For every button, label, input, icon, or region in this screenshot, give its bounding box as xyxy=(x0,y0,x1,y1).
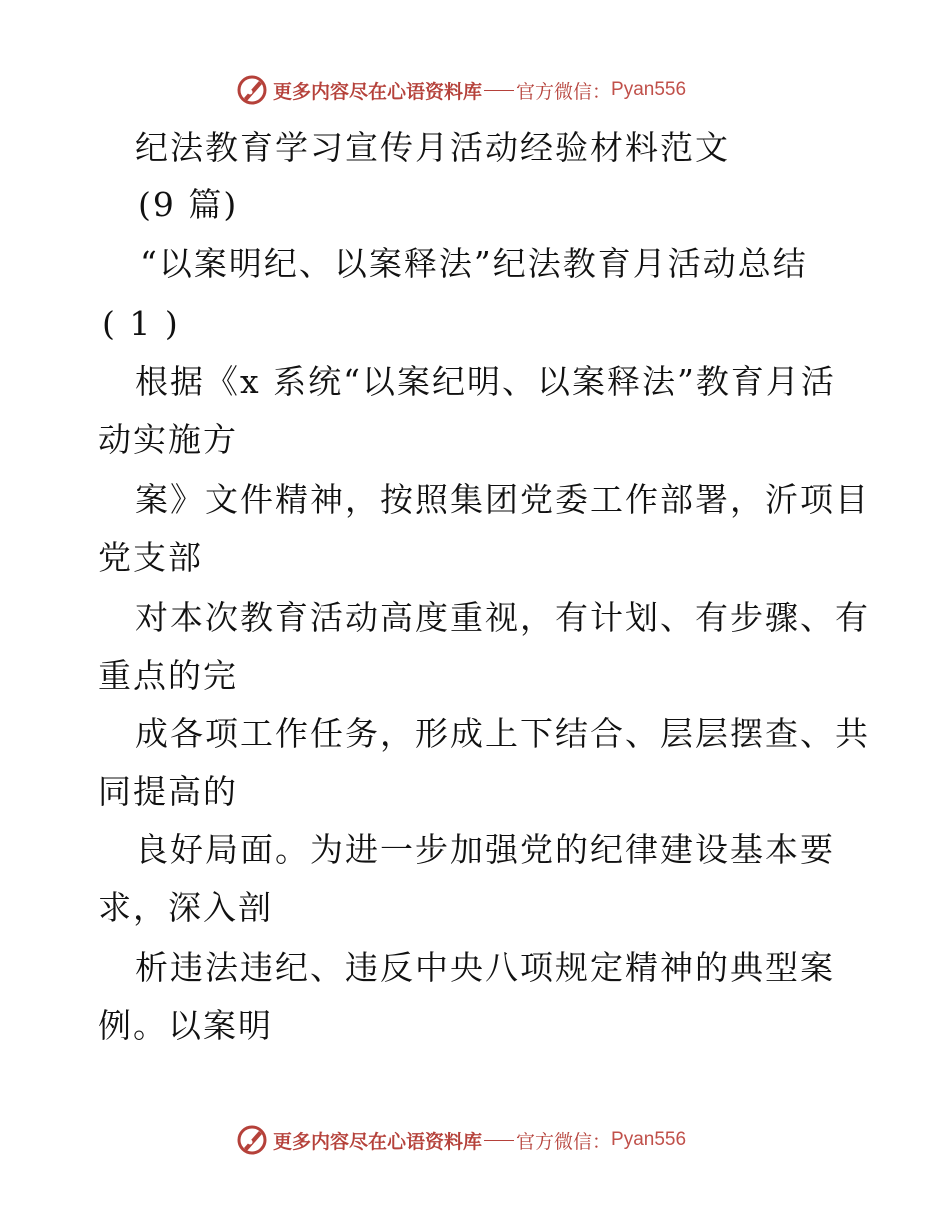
banner-wechat-id: Pyan556 xyxy=(611,1129,687,1150)
body-line: 对本次教育活动高度重视，有计划、有步骤、有 xyxy=(135,598,870,637)
header-banner xyxy=(0,70,950,110)
body-line: 重点的完 xyxy=(98,656,238,695)
body-line: 根据《x 系统“以案纪明、以案释法”教育月活 xyxy=(135,362,836,401)
body-line: 动实施方 xyxy=(98,420,238,459)
body-line: 成各项工作任务，形成上下结合、层层摆查、共 xyxy=(135,714,870,753)
banner-wechat-label: 官方微信： xyxy=(516,1130,612,1153)
doc-title-count: (9 篇) xyxy=(138,185,239,224)
section-heading: “以案明纪、以案释法”纪法教育月活动总结 xyxy=(140,244,808,283)
footer-banner xyxy=(0,1120,950,1160)
pen-logo-icon xyxy=(235,73,269,107)
body-line: 求，深入剖 xyxy=(98,888,273,927)
body-line: 析违法违纪、违反中央八项规定精神的典型案 xyxy=(135,948,835,987)
body-line: 案》文件精神，按照集团党委工作部署，沂项目 xyxy=(135,480,870,519)
banner-wechat-id: Pyan556 xyxy=(611,79,687,100)
banner-dash xyxy=(484,1140,514,1141)
banner-dash xyxy=(484,90,514,91)
body-line: 党支部 xyxy=(98,538,203,577)
pen-logo-icon xyxy=(235,1123,269,1157)
body-line: 例。以案明 xyxy=(98,1006,273,1045)
banner-title: 更多内容尽在心语资料库 xyxy=(273,80,483,103)
banner-wechat-label: 官方微信： xyxy=(516,80,612,103)
body-line: 良好局面。为进一步加强党的纪律建设基本要 xyxy=(135,830,835,869)
body-line: 同提高的 xyxy=(98,772,238,811)
section-number: ( 1 ) xyxy=(102,304,180,343)
doc-title: 纪法教育学习宣传月活动经验材料范文 xyxy=(135,128,730,167)
banner-title: 更多内容尽在心语资料库 xyxy=(273,1130,483,1153)
